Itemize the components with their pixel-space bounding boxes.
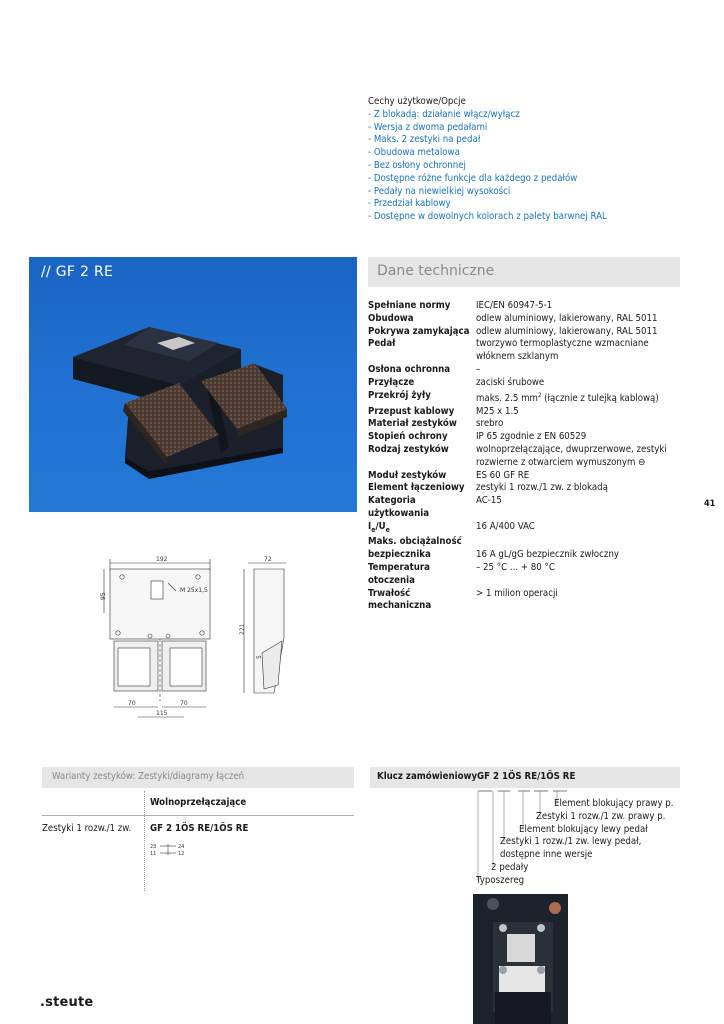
tech-data-heading: Dane techniczne [377, 263, 495, 279]
tech-value-part: maks. 2.5 mm [476, 392, 538, 404]
tech-label-sub: e [371, 525, 376, 534]
tech-value: odlew aluminiowy, lakierowany, RAL 5011 [476, 312, 658, 324]
tech-label: Pedał [368, 338, 396, 350]
tech-row [368, 351, 688, 364]
tech-row [368, 457, 688, 470]
tech-row [368, 536, 688, 549]
tech-value: 16 A/400 VAC [476, 520, 535, 532]
order-line: Element blokujący lewy pedał [519, 824, 648, 835]
tech-label: Osłona ochronna [368, 363, 451, 375]
variants-column-divider [144, 791, 145, 891]
order-key-label: Klucz zamówieniowy [377, 771, 478, 782]
diag-24-label: 24 [178, 844, 185, 850]
contact-diagram [150, 842, 190, 858]
dim-72-label: 72 [264, 556, 272, 563]
dim-115-label: 115 [156, 710, 168, 717]
feature-item: - Maks. 2 zestyki na pedał [368, 134, 481, 146]
tech-label-part: I [368, 520, 372, 532]
product-hero [29, 257, 357, 512]
order-key-code: GF 2 1ÖS RE/1ÖS RE [477, 771, 576, 782]
tech-label: Przekrój żyły [368, 389, 431, 401]
dim-192-label: 192 [156, 556, 168, 563]
variants-header [42, 767, 354, 788]
variants-row-label: Zestyki 1 rozw./1 zw. [42, 823, 132, 834]
order-line: Zestyki 1 rozw./1 zw. lewy pedał, [500, 836, 642, 847]
tech-label-part: /U [375, 520, 386, 532]
tech-value: rozwierne z otwarciem wymuszonym ⊖ [476, 456, 646, 468]
variants-divider [42, 815, 354, 816]
tech-row [368, 482, 688, 495]
tech-value [476, 390, 686, 406]
tech-value: IP 65 zgodnie z EN 60529 [476, 431, 587, 443]
tech-label: Przyłącze [368, 376, 415, 388]
variants-row-code: GF 2 1ÖS RE/1ÖS RE [150, 823, 249, 834]
diag-23-label: 23 [150, 844, 157, 850]
tech-value: zestyki 1 rozw./1 zw. z blokadą [476, 482, 608, 494]
order-line: dostępne inne wersje [500, 849, 593, 860]
thread-label: M 25x1,5 [180, 587, 208, 594]
tech-label: Pokrywa zamykająca [368, 325, 470, 337]
diag-11-label: 11 [150, 851, 157, 857]
tech-label-sub: e [385, 525, 390, 534]
feature-item: - Obudowa metalowa [368, 147, 460, 159]
tech-label: Element łączeniowy [368, 482, 465, 494]
tech-row [368, 431, 688, 444]
features-list [368, 96, 698, 224]
tech-data-table [368, 300, 688, 613]
features-title: Cechy użytkowe/Opcje [368, 96, 466, 107]
tech-data-header [368, 257, 680, 287]
tech-label: Moduł zestyków [368, 469, 447, 481]
tech-label: Przepust kablowy [368, 405, 455, 417]
tech-value: odlew aluminiowy, lakierowany, RAL 5011 [476, 325, 658, 337]
variants-heading: Warianty zestyków: Zestyki/diagramy łączeń [52, 771, 245, 782]
tech-label [368, 351, 476, 364]
tech-value: > 1 milion operacji [476, 587, 558, 599]
tech-label: Kategoria użytkowania [368, 495, 430, 519]
tech-row [368, 338, 688, 351]
tech-label: Stopień ochrony [368, 431, 448, 443]
tech-row [368, 444, 688, 457]
tech-value: IEC/EN 60947-5-1 [476, 300, 553, 311]
tech-label: Trwałość mechaniczna [368, 587, 432, 612]
tech-row [368, 300, 688, 313]
tech-value-sup: 2 [537, 391, 542, 399]
tech-value: ES 60 GF RE [476, 469, 530, 481]
tech-label: Spełniane normy [368, 300, 451, 311]
diag-12-label: 12 [178, 851, 185, 857]
feature-item: - Dostępne różne funkcje dla każdego z pedałów [368, 172, 578, 184]
feature-item: - Dostępne w dowolnych kolorach z palety barwnej RAL [368, 211, 607, 223]
tech-row [368, 521, 688, 537]
tech-row [368, 326, 688, 339]
steute-logo: .steute [40, 995, 94, 1010]
tech-row [368, 364, 688, 377]
tech-value: zaciski śrubowe [476, 376, 545, 388]
tech-row [368, 588, 688, 614]
tech-value [476, 536, 686, 549]
tech-row [368, 313, 688, 326]
order-line: Zestyki 1 rozw./1 zw. prawy p. [536, 811, 666, 822]
contact-module-illustration [473, 894, 568, 1024]
order-key-header [370, 767, 680, 788]
dimension-drawing [94, 553, 304, 723]
tech-label: Materiał zestyków [368, 418, 457, 430]
dim-95-label: 95 [100, 592, 107, 600]
tech-value: włóknem szklanym [476, 351, 559, 363]
tech-value: 16 A gL/gG bezpiecznik zwłoczny [476, 549, 620, 561]
page-number: 41 [704, 499, 716, 509]
tech-label: Temperatura otoczenia [368, 562, 430, 586]
tech-row [368, 562, 688, 588]
feature-item: - Z blokadą: działanie włącz/wyłącz [368, 108, 520, 120]
dim-5-label: 5 [256, 655, 263, 659]
tech-row [368, 377, 688, 390]
tech-label [368, 521, 476, 537]
tech-label: Rodzaj zestyków [368, 443, 449, 455]
tech-row [368, 470, 688, 483]
tech-label: Maks. obciążalność [368, 536, 462, 548]
order-line: Element blokujący prawy p. [554, 798, 674, 809]
tech-row [368, 418, 688, 431]
tech-row [368, 406, 688, 419]
variants-col-header: Wolnoprzełączające [150, 797, 247, 808]
feature-item: - Przedział kablowy [368, 198, 451, 210]
tech-label: bezpiecznika [368, 549, 431, 561]
dim-70a-label: 70 [128, 700, 136, 707]
tech-label [368, 457, 476, 470]
tech-value: srebro [476, 418, 504, 430]
tech-value: M25 x 1.5 [476, 405, 519, 417]
order-line: Typoszereg [476, 875, 525, 886]
tech-row [368, 549, 688, 562]
tech-value-part: (łącznie z tulejką kablową) [541, 392, 659, 404]
feature-item: - Pedały na niewielkiej wysokości [368, 185, 511, 197]
feature-item: - Bez osłony ochronnej [368, 159, 466, 171]
foot-pedal-illustration [29, 257, 357, 512]
tech-row [368, 390, 688, 406]
tech-value: – [476, 363, 481, 375]
tech-value: tworzywo termoplastyczne wzmacniane [476, 338, 649, 350]
contact-module-photo [473, 894, 568, 1024]
product-title: // GF 2 RE [41, 264, 114, 280]
feature-item: - Wersja z dwoma pedałami [368, 121, 488, 133]
tech-label: Obudowa [368, 312, 414, 324]
tech-value: wolnoprzełączające, dwuprzerwowe, zestyki [476, 443, 667, 455]
dim-70b-label: 70 [180, 700, 188, 707]
tech-row [368, 495, 688, 521]
tech-value: – 25 °C ... + 80 °C [476, 562, 555, 574]
tech-value: AC-15 [476, 495, 502, 507]
dim-221-label: 221 [239, 623, 246, 635]
order-line: 2 pedały [491, 862, 529, 873]
